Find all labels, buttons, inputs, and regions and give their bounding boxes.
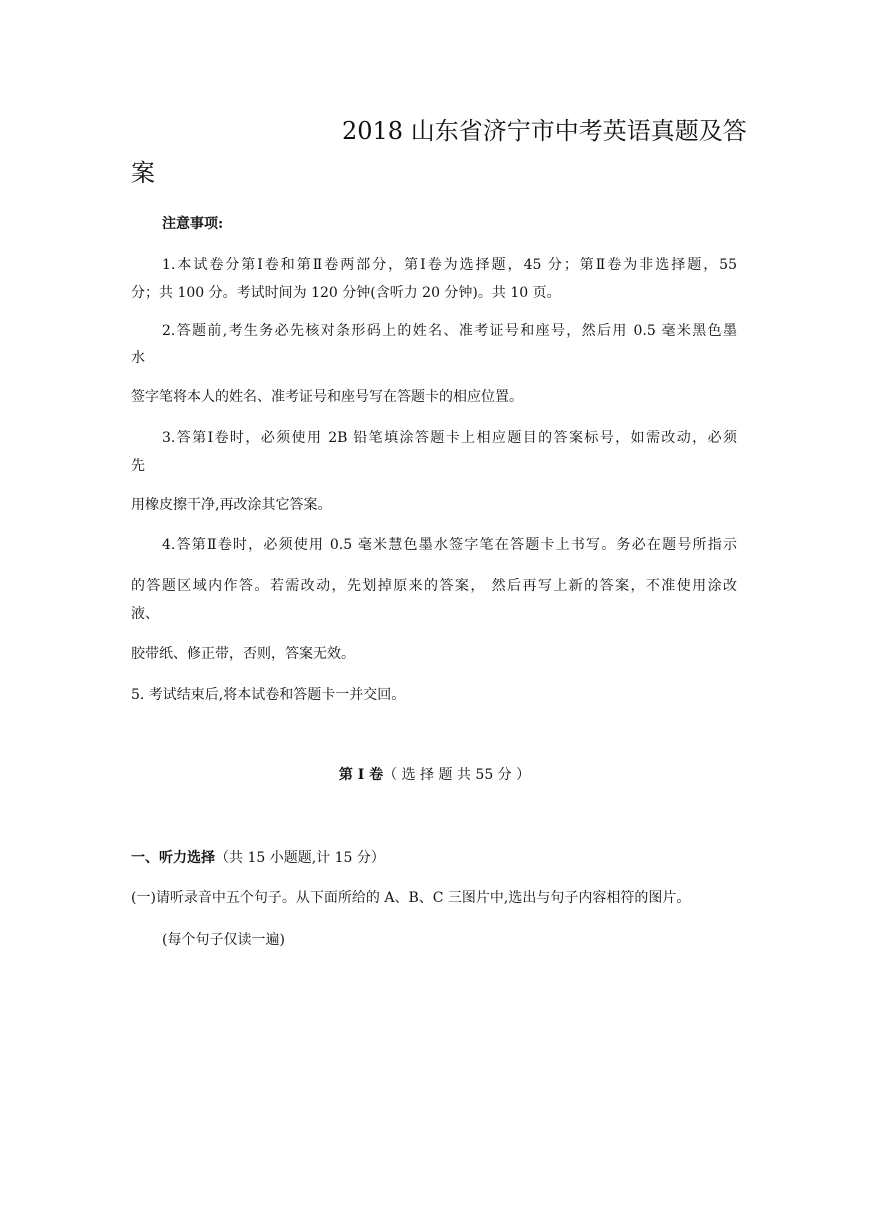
document-title-line2: 案 xyxy=(131,159,155,187)
notice-item-4-line-3: 液、 xyxy=(131,606,159,622)
section-one-heading: 一、听力选择 xyxy=(131,850,215,866)
notice-item-1-line-2: 分；共 100 分。考试时间为 120 分钟(含听力 20 分钟)。共 10 页。 xyxy=(131,285,561,301)
notice-item-4-line-4: 胶带纸、修正带，否则，答案无效。 xyxy=(131,646,355,662)
notice-item-2-line-1: 2.答题前,考生务必先核对条形码上的姓名、准考证号和座号，然后用 0.5 毫米黑色墨 xyxy=(162,323,737,339)
document-title-line1: 2018 山东省济宁市中考英语真题及答 xyxy=(342,117,747,145)
section-one-note: （共 15 小题题,计 15 分） xyxy=(215,850,385,866)
notice-item-1-line-1: 1.本试卷分第Ⅰ卷和第Ⅱ卷两部分，第Ⅰ卷为选择题，45 分；第Ⅱ卷为非选择题，55 xyxy=(162,257,737,273)
notice-item-5: 5. 考试结束后,将本试卷和答题卡一并交回。 xyxy=(131,687,406,703)
part-one-subtitle: （ 选 择 题 共 55 分 ） xyxy=(383,767,531,783)
notice-item-4-line-1: 4.答第Ⅱ卷时，必须使用 0.5 毫米慧色墨水签字笔在答题卡上书写。务必在题号所指示 xyxy=(162,537,737,553)
part-one-title xyxy=(0,765,869,785)
notice-heading: 注意事项: xyxy=(162,216,224,232)
notice-item-4-line-2: 的答题区域内作答。若需改动，先划掉原来的答案， 然后再写上新的答案，不准使用涂改 xyxy=(131,578,737,594)
listening-part-1-note: (每个句子仅读一遍) xyxy=(162,932,285,948)
notice-item-2-line-2: 水 xyxy=(131,350,145,366)
part-one-label: 第 Ⅰ 卷 xyxy=(338,767,384,783)
notice-item-3-line-1: 3.答第Ⅰ卷时，必须使用 2B 铅笔填涂答题卡上相应题目的答案标号，如需改动，必须 xyxy=(162,430,737,446)
notice-item-3-line-2: 先 xyxy=(131,458,145,474)
notice-item-3-line-3: 用橡皮擦干净,再改涂其它答案。 xyxy=(131,497,332,513)
notice-item-2-line-3: 签字笔将本人的姓名、准考证号和座号写在答题卡的相应位置。 xyxy=(131,389,523,405)
listening-part-1-instruction: (一)请听录音中五个句子。从下面所给的 A、B、C 三图片中,选出与句子内容相符的图片。 xyxy=(131,890,691,906)
section-one-heading-row xyxy=(131,848,385,868)
